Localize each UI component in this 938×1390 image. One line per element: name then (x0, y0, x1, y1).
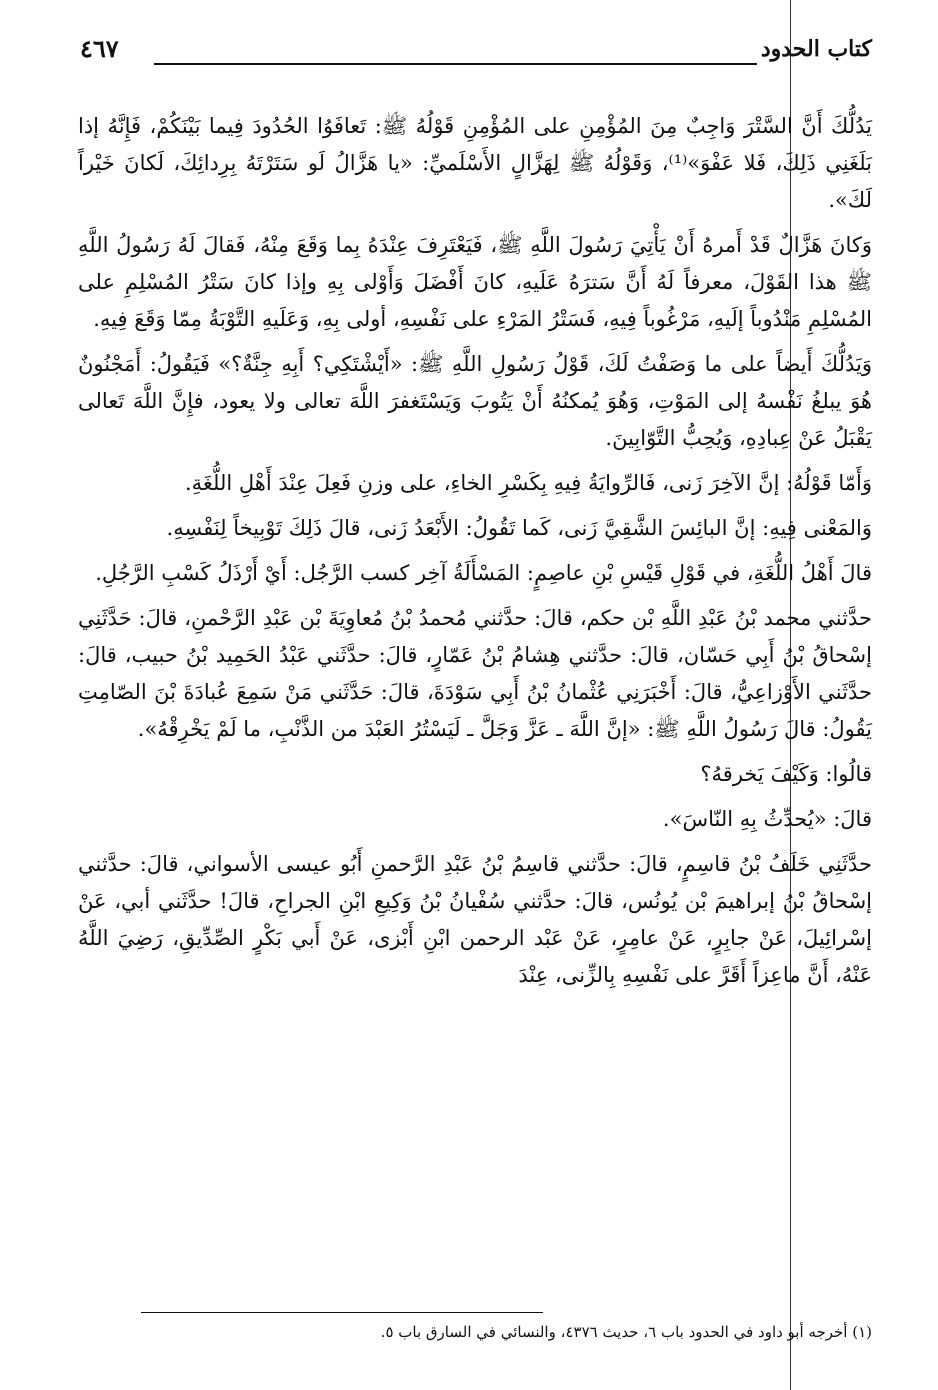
paragraph: قالَ أَهْلُ اللُّغَةِ، في قَوْلِ قَيْسِ بْنِ عاصِمٍ: المَسْأَلَةُ آخِر كسب الرَّجُل: أَيْ أَرْذَلُ كَسْبِ الرَّجُلِ. (95, 561, 872, 585)
paragraph: يَدُلُّكَ أَنَّ السَّتْرَ وَاجِبٌ مِنَ المُؤْمِنِ على المُؤْمِنِ قَوْلُهُ ﷺ: تَعافَوُا الحُدُودَ فِيما بَيْنَكُمْ، فَإِنَّهُ إذا بَلَغَنِي ذَلِكَ، فَلا عَفْوَ»⁽¹⁾، وَقَوْلُهُ ﷺ لِهَزَّالٍ الأَسْلَميِّ: «يا هَزَّالُ لَو سَتَرْتَهُ بِرِدائِكَ، لَكانَ خَيْراً لَكَ». (78, 114, 872, 212)
footnote-rule (141, 1312, 543, 1313)
main-text (78, 108, 872, 1002)
page-number: ٤٦٧ (80, 34, 119, 63)
paragraph: وَأَمّا قَوْلُهُ: إنَّ الآخِرَ زَنى، فَالرِّوايَةُ فِيهِ بِكَسْرِ الخاءِ، على وزنِ فَعِلَ عِنْدَ أَهْلِ اللُّغَةِ. (184, 471, 872, 495)
header-rule (154, 63, 757, 65)
book-title: كتاب الحدود (760, 36, 872, 62)
paragraph: قالَ: «يُحدِّثُ بِهِ النّاسَ». (662, 807, 872, 831)
paragraph: وَالمَعْنى فِيهِ: إنَّ البائِسَ الشَّقِيَّ زَنى، كَما تَقُولُ: الأَبْعَدُ زَنى، قالَ ذَلِكَ تَوْبِيخاً لِنَفْسِهِ. (166, 516, 872, 540)
paragraph: وَكانَ هَزَّالٌ قَدْ أَمرهُ أَنْ يَأْتِيَ رَسُولَ اللَّهِ ﷺ، فَيَعْتَرِفَ عِنْدَهُ بِما وَقَعَ مِنْهُ، فَقالَ لَهُ رَسُولُ اللَّهِ ﷺ هذا القَوْلَ، معرفاً لَهُ أَنَّ سَترَهُ عَلَيهِ، كانَ أَفْضَلَ وَأَوْلى بِهِ وإذا كانَ سَتْرُ المُسْلِمِ على المُسْلِمِ مَنْدُوباً إلَيهِ، مَرْغُوباً فِيهِ، فَسَتْرُ المَرْءِ على نَفْسِهِ، أولى بِهِ، وَعَلَيهِ التَّوْبَةُ مِمّا وَقَعَ فِيهِ. (78, 233, 872, 331)
page-header (80, 30, 872, 70)
paragraph: وَيَدُلُّكَ أَيضاً على ما وَصَفْتُ لَكَ، قَوْلُ رَسُولِ اللَّهِ ﷺ: «أَيْشْتَكِي؟ أَبِهِ جِنَّةٌ؟» فَيَقُولُ: أَمَجْنُونٌ هُوَ يبلغُ نَفْسهُ إلى المَوْتِ، وَهُوَ يُمكنُهُ أَنْ يَتُوبَ وَيَسْتَغفرَ اللَّهَ تعالى ولا يعود، فإِنَّ اللَّهَ تَعالى يَقْبَلُ عَنْ عِبادِهِ، وَيُحِبُّ التَّوّابِينَ. (78, 352, 872, 450)
footnote: (١) أخرجه أبو داود في الحدود باب ٦، حديث ٤٣٧٦، والنسائي في السارق باب ٥. (380, 1323, 872, 1341)
paragraph: حدَّثني محمد بْنُ عَبْدِ اللَّهِ بْن حكم، قالَ: حدَّثني مُحمدُ بْنُ مُعاوِيَةَ بْن عَبْدِ الرَّحْمنِ، قالَ: حَدَّثَنِي إسْحاقُ بْنُ أَبِي حَسّان، قالَ: حدَّثني هِشامُ بْنُ عَمّارٍ، قالَ: حدَّثَني عَبْدُ الحَمِيد بْنُ حبيب، قالَ: حدَّثَني الأَوْزاعِيُّ، قالَ: أَخْبَرَنِي عُثْمانُ بْنُ أَبِي سَوْدَةَ، قالَ: حَدَّثَني مَنْ سَمِعَ عُبادَةَ بْنَ الصّامِتِ يَقُولُ: قالَ رَسُولُ اللَّهِ ﷺ: «إنَّ اللَّهَ ـ عَزَّ وَجَلَّ ـ لَيَسْتُرُ العَبْدَ من الذَّنْبِ، ما لَمْ يَخْرِقْهُ». (78, 606, 872, 741)
paragraph: حدَّثَنِي خَلَفُ بْنُ قاسِمٍ، قالَ: حدَّثني قاسِمُ بْنُ عَبْدِ الرَّحمنِ أَبُو عيسى الأسواني، قالَ: حدَّثني إسْحاقُ بْنُ إبراهيمَ بْن يُونُس، قالَ: حدَّثني سُفْيانُ بْنُ وَكِيعِ ابْنِ الجراحِ، قالَ! حدَّثَني أبي، عَنْ إسْرائِيلَ، عَنْ جابِرٍ، عَنْ عامِرٍ، عَنْ عَبْد الرحمن ابْنِ أَبْزى، عَنْ أَبي بَكْرٍ الصِّدِّيقِ، رَضِيَ اللَّهُ عَنْهُ، أَنَّ ماعِزاً أَقَرَّ على نَفْسِهِ بِالزِّنى، عِنْدَ (78, 852, 872, 987)
paragraph: قالُوا: وَكَيْفَ يَخرقهُ؟ (700, 762, 872, 786)
